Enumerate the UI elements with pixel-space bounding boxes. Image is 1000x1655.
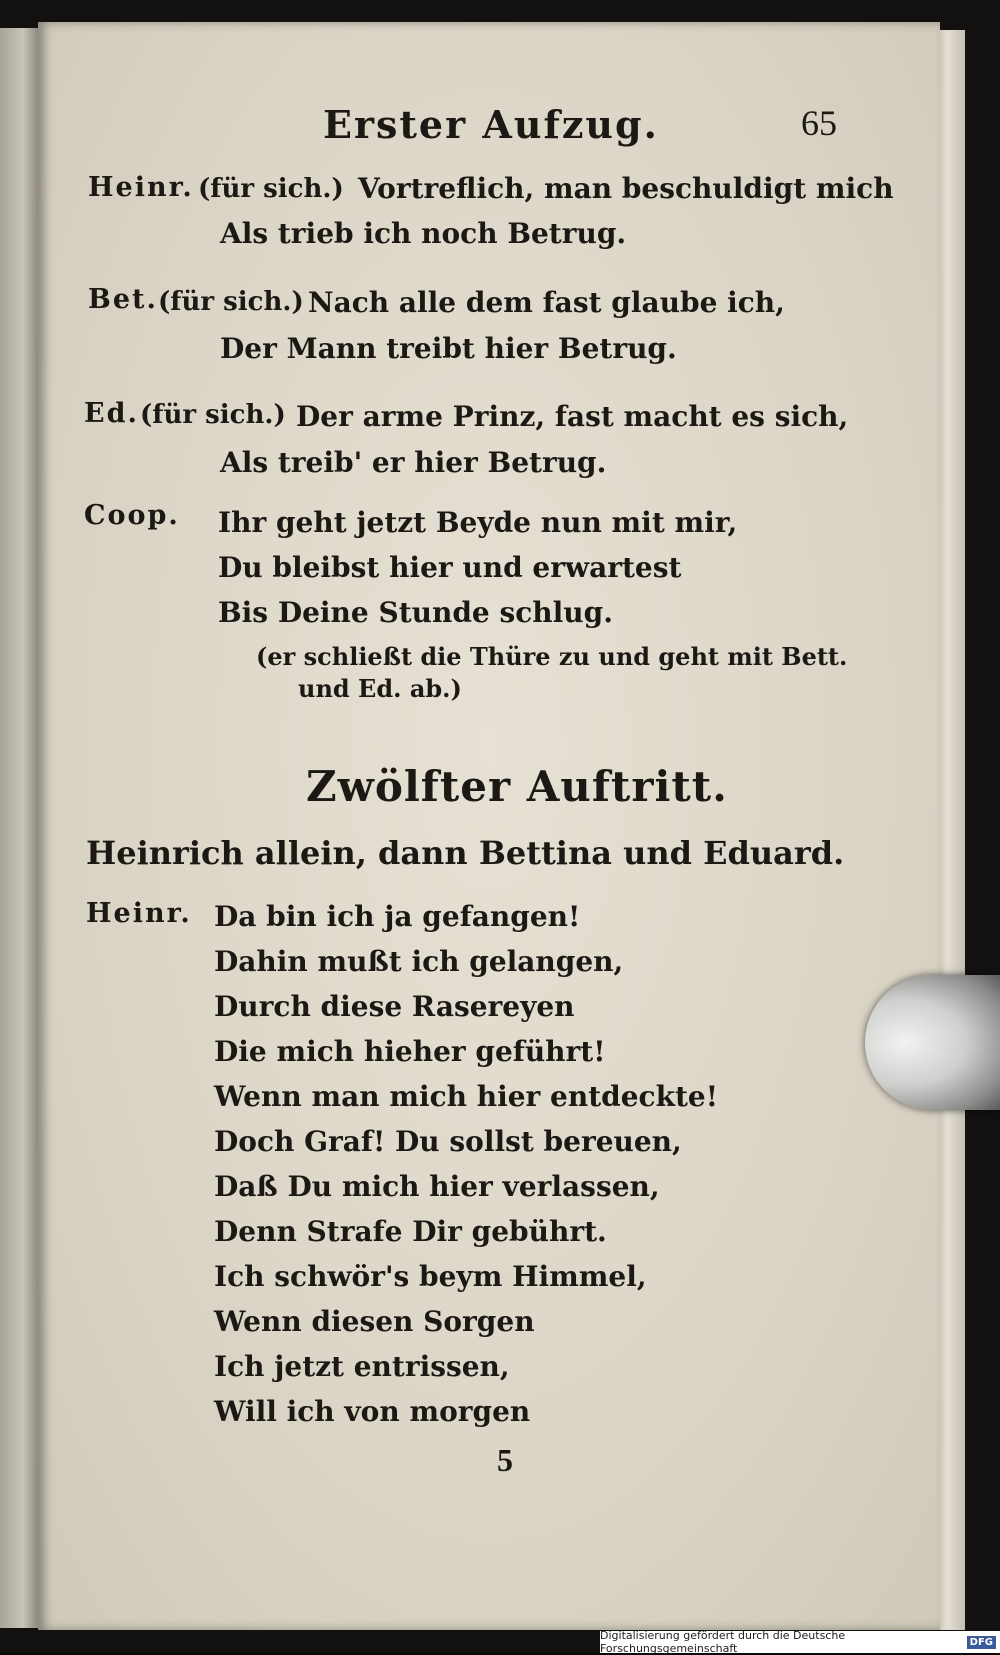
verse-line: Du bleibst hier und erwartest	[218, 551, 681, 584]
speaker-label: Heinr.	[88, 172, 194, 203]
verse-line: Ich jetzt entrissen,	[214, 1350, 510, 1383]
verse-line: Der arme Prinz, fast macht es sich,	[296, 400, 848, 433]
aside-direction: (für sich.)	[198, 174, 344, 204]
verse-line: Will ich von morgen	[214, 1395, 530, 1428]
signature-mark: 5	[497, 1442, 513, 1479]
page-holder-clip	[865, 975, 1000, 1110]
stage-direction: (er schließt die Thüre zu und geht mit Bett.	[256, 642, 847, 671]
verse-line: Als treib' er hier Betrug.	[220, 446, 606, 479]
verse-line: Durch diese Rasereyen	[214, 990, 575, 1023]
footer-credit: Digitalisierung gefördert durch die Deutsche Forschungsgemeinschaft	[600, 1629, 964, 1655]
previous-page-edge	[0, 28, 38, 1628]
scene-cast: Heinrich allein, dann Bettina und Eduard.	[86, 834, 844, 872]
verse-line: Da bin ich ja gefangen!	[214, 900, 580, 933]
dfg-logo: DFG	[967, 1636, 996, 1649]
verse-line: Vortreflich, man beschuldigt mich	[358, 172, 894, 205]
verse-line: Daß Du mich hier verlassen,	[214, 1170, 660, 1203]
verse-line: Als trieb ich noch Betrug.	[220, 217, 626, 250]
stage-direction: und Ed. ab.)	[298, 674, 462, 703]
verse-line: Denn Strafe Dir gebührt.	[214, 1215, 607, 1248]
speaker-label: Coop.	[84, 500, 180, 531]
speaker-label: Heinr.	[86, 898, 192, 929]
speaker-label: Bet.	[88, 284, 158, 315]
verse-line: Ihr geht jetzt Beyde nun mit mir,	[218, 506, 737, 539]
verse-line: Wenn diesen Sorgen	[214, 1305, 535, 1338]
verse-line: Wenn man mich hier entdeckte!	[214, 1080, 718, 1113]
verse-line: Dahin mußt ich gelangen,	[214, 945, 623, 978]
aside-direction: (für sich.)	[158, 287, 304, 317]
digitization-footer	[600, 1631, 1000, 1653]
verse-line: Die mich hieher geführt!	[214, 1035, 606, 1068]
verse-line: Doch Graf! Du sollst bereuen,	[214, 1125, 682, 1158]
book-page	[38, 22, 940, 1630]
verse-line: Nach alle dem fast glaube ich,	[308, 286, 785, 319]
running-head: Erster Aufzug.	[323, 102, 659, 147]
scene-title: Zwölfter Auftritt.	[306, 762, 728, 811]
verse-line: Der Mann treibt hier Betrug.	[220, 332, 677, 365]
verse-line: Bis Deine Stunde schlug.	[218, 596, 613, 629]
aside-direction: (für sich.)	[140, 400, 286, 430]
page-number: 65	[801, 102, 837, 144]
speaker-label: Ed.	[84, 398, 139, 429]
verse-line: Ich schwör's beym Himmel,	[214, 1260, 647, 1293]
